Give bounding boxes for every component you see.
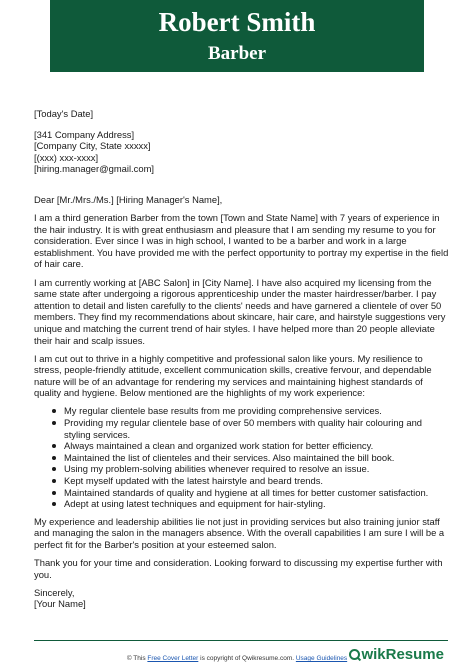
signature: [Your Name] bbox=[34, 598, 86, 610]
footer-divider bbox=[34, 640, 448, 641]
list-item: Providing my regular clientele base of over 50 members with quality hair colouring and styling services. bbox=[52, 417, 449, 440]
list-item: Adept at using latest techniques and equipment for hair-styling. bbox=[52, 498, 449, 510]
recipient-address bbox=[34, 129, 449, 175]
list-item: Maintained standards of quality and hygiene at all times for better customer satisfaction. bbox=[52, 487, 449, 499]
paragraph-thanks: Thank you for your time and consideration. Looking forward to discussing my expertise further with you. bbox=[34, 557, 443, 580]
job-title: Barber bbox=[207, 43, 267, 64]
list-item: Kept myself updated with the latest hairstyle and beard trends. bbox=[52, 475, 449, 487]
usage-guidelines-link[interactable]: Usage Guidelines bbox=[295, 655, 348, 662]
paragraph-leadership: My experience and leadership abilities lie not just in providing services but also training junior staff and managing the salon in the managers absence. With the overall capabilities I am sure I will be a perfect fit for the Barber's position at your esteemed salon. bbox=[34, 515, 445, 550]
paragraph-intro: I am a third generation Barber from the town [Town and State Name] with 7 years of experience in the hair industry. It is with great enthusiasm and pleasure that I am sending my resume to you for consideration. Ever since I was in high school, I wanted to be a barber and work in a large establishment. You have provided me with the perfect opportunity to portray my expertise in the field of hair care. bbox=[34, 212, 449, 270]
address-line: [(xxx) xxx-xxxx] bbox=[34, 151, 99, 163]
paragraph-current-work: I am currently working at [ABC Salon] in [City Name]. I have also acquired my licensing from the same state after undergoing a rigorous apprenticeship under the master hairdresser/barber. I pay attention to detail and listen carefully to the clients' needs and have garnered a clientele of over 50 members. They find my recommendations about skincare, hair care, and hairstyle suggestions very unique and matching the current trend of hair styles. I have helped more than 20 people alleviate their hair and scalp issues. bbox=[34, 276, 446, 346]
footer bbox=[0, 640, 474, 670]
salutation: Dear [Mr./Mrs./Ms.] [Hiring Manager's Name], bbox=[34, 193, 223, 205]
address-line: [hiring.manager@gmail.com] bbox=[34, 163, 154, 175]
address-line: [341 Company Address] bbox=[34, 128, 135, 140]
q-logo-icon bbox=[349, 649, 360, 660]
letter-header bbox=[50, 0, 424, 72]
qwikresume-logo bbox=[349, 646, 444, 663]
highlights-list bbox=[34, 405, 449, 509]
applicant-name: Robert Smith bbox=[158, 7, 316, 37]
copyright-note: © This Free Cover Letter is copyright of Qwikresume.com. Usage Guidelines bbox=[126, 655, 348, 662]
list-item: My regular clientele base results from me providing comprehensive services. bbox=[52, 405, 449, 417]
free-cover-letter-link[interactable]: Free Cover Letter bbox=[147, 655, 199, 662]
list-item: Always maintained a clean and organized work station for better efficiency. bbox=[52, 440, 449, 452]
list-item: Maintained the list of clienteles and their services. Also maintained the bill book. bbox=[52, 452, 449, 464]
letter-body bbox=[34, 108, 449, 610]
paragraph-fit: I am cut out to thrive in a highly competitive and professional salon like yours. My resilience to stress, people-friendly attitude, excellent communication skills, creative fervour, and dependable nature will be of an advantage for rendering my services and maintaining highest standards of quality and hygiene. Below mentioned are the highlights of my work experience: bbox=[34, 352, 432, 399]
letter-date: [Today's Date] bbox=[34, 108, 94, 119]
list-item: Using my problem-solving abilities whenever required to resolve an issue. bbox=[52, 463, 449, 475]
logo-text: wikResume bbox=[361, 646, 444, 663]
sign-off: Sincerely, bbox=[34, 586, 75, 598]
address-line: [Company City, State xxxxx] bbox=[34, 140, 151, 152]
closing bbox=[34, 587, 449, 610]
